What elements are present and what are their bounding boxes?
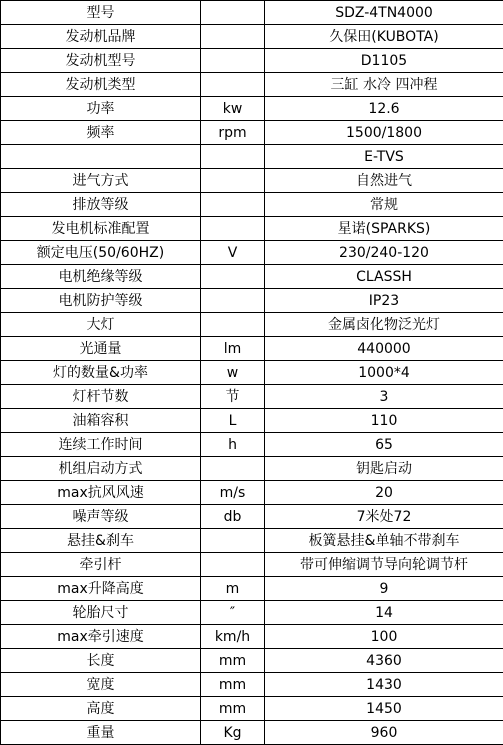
spec-value-cell: 440000 — [265, 337, 503, 361]
spec-unit-cell — [201, 193, 265, 217]
spec-label-cell: 功率 — [1, 97, 201, 121]
spec-label-cell: 机组启动方式 — [1, 457, 201, 481]
spec-unit-cell: rpm — [201, 121, 265, 145]
spec-unit-cell: w — [201, 361, 265, 385]
spec-label-cell: 大灯 — [1, 313, 201, 337]
spec-unit-cell: mm — [201, 649, 265, 673]
table-row — [1, 169, 503, 193]
table-row — [1, 241, 503, 265]
spec-value-cell: SDZ-4TN4000 — [265, 1, 503, 25]
spec-unit-cell — [201, 553, 265, 577]
spec-value-cell: 1450 — [265, 697, 503, 721]
spec-unit-cell: mm — [201, 697, 265, 721]
spec-value-cell: 14 — [265, 601, 503, 625]
spec-value-cell: 金属卤化物泛光灯 — [265, 313, 503, 337]
spec-unit-cell: lm — [201, 337, 265, 361]
table-row — [1, 217, 503, 241]
spec-unit-cell — [201, 217, 265, 241]
table-row — [1, 49, 503, 73]
spec-unit-cell: L — [201, 409, 265, 433]
spec-value-cell: 960 — [265, 721, 503, 745]
spec-value-cell: CLASSH — [265, 265, 503, 289]
table-row — [1, 553, 503, 577]
spec-value-cell: E-TVS — [265, 145, 503, 169]
spec-unit-cell — [201, 289, 265, 313]
spec-value-cell: 带可伸缩调节导向轮调节杆 — [265, 553, 503, 577]
spec-value-cell: 钥匙启动 — [265, 457, 503, 481]
table-row — [1, 649, 503, 673]
spec-value-cell: 自然进气 — [265, 169, 503, 193]
table-row — [1, 409, 503, 433]
spec-value-cell: 100 — [265, 625, 503, 649]
spec-label-cell: max抗风风速 — [1, 481, 201, 505]
spec-unit-cell — [201, 49, 265, 73]
spec-value-cell: 板簧悬挂&单轴不带刹车 — [265, 529, 503, 553]
spec-label-cell: 重量 — [1, 721, 201, 745]
spec-label-cell: 高度 — [1, 697, 201, 721]
spec-unit-cell — [201, 265, 265, 289]
table-row — [1, 313, 503, 337]
spec-unit-cell: h — [201, 433, 265, 457]
table-row — [1, 1, 503, 25]
spec-value-cell: 9 — [265, 577, 503, 601]
spec-value-cell: D1105 — [265, 49, 503, 73]
spec-unit-cell — [201, 73, 265, 97]
spec-unit-cell — [201, 25, 265, 49]
table-row — [1, 577, 503, 601]
table-row — [1, 361, 503, 385]
table-row — [1, 73, 503, 97]
spec-label-cell: 额定电压(50/60HZ) — [1, 241, 201, 265]
spec-unit-cell: m — [201, 577, 265, 601]
spec-label-cell: 连续工作时间 — [1, 433, 201, 457]
table-row — [1, 289, 503, 313]
spec-value-cell: 1500/1800 — [265, 121, 503, 145]
spec-label-cell: 发电机标准配置 — [1, 217, 201, 241]
table-row — [1, 505, 503, 529]
spec-value-cell: 久保田(KUBOTA) — [265, 25, 503, 49]
table-row — [1, 457, 503, 481]
spec-label-cell: 频率 — [1, 121, 201, 145]
spec-label-cell: 发动机品牌 — [1, 25, 201, 49]
spec-unit-cell: km/h — [201, 625, 265, 649]
spec-label-cell — [1, 145, 201, 169]
spec-label-cell: 灯的数量&功率 — [1, 361, 201, 385]
spec-label-cell: 长度 — [1, 649, 201, 673]
table-row — [1, 529, 503, 553]
spec-unit-cell — [201, 145, 265, 169]
spec-value-cell: 1430 — [265, 673, 503, 697]
spec-value-cell: 4360 — [265, 649, 503, 673]
spec-label-cell: 灯杆节数 — [1, 385, 201, 409]
spec-unit-cell: Kg — [201, 721, 265, 745]
spec-unit-cell: db — [201, 505, 265, 529]
spec-value-cell: 230/240-120 — [265, 241, 503, 265]
spec-unit-cell — [201, 169, 265, 193]
spec-label-cell: 悬挂&刹车 — [1, 529, 201, 553]
table-row — [1, 385, 503, 409]
table-row — [1, 145, 503, 169]
spec-label-cell: 排放等级 — [1, 193, 201, 217]
spec-table-body — [1, 1, 503, 745]
table-row — [1, 481, 503, 505]
table-row — [1, 25, 503, 49]
spec-value-cell: 12.6 — [265, 97, 503, 121]
spec-value-cell: 20 — [265, 481, 503, 505]
table-row — [1, 601, 503, 625]
spec-label-cell: max升降高度 — [1, 577, 201, 601]
spec-unit-cell — [201, 313, 265, 337]
table-row — [1, 697, 503, 721]
table-row — [1, 673, 503, 697]
spec-unit-cell: kw — [201, 97, 265, 121]
spec-label-cell: 发动机型号 — [1, 49, 201, 73]
spec-unit-cell: ″ — [201, 601, 265, 625]
table-row — [1, 433, 503, 457]
spec-label-cell: 电机防护等级 — [1, 289, 201, 313]
spec-label-cell: 发动机类型 — [1, 73, 201, 97]
table-row — [1, 97, 503, 121]
spec-unit-cell: V — [201, 241, 265, 265]
spec-label-cell: 进气方式 — [1, 169, 201, 193]
spec-label-cell: 油箱容积 — [1, 409, 201, 433]
spec-value-cell: IP23 — [265, 289, 503, 313]
spec-unit-cell — [201, 1, 265, 25]
table-row — [1, 721, 503, 745]
spec-label-cell: 宽度 — [1, 673, 201, 697]
table-row — [1, 625, 503, 649]
spec-unit-cell — [201, 529, 265, 553]
spec-value-cell: 7米处72 — [265, 505, 503, 529]
spec-value-cell: 1000*4 — [265, 361, 503, 385]
spec-unit-cell: mm — [201, 673, 265, 697]
spec-label-cell: 轮胎尺寸 — [1, 601, 201, 625]
table-row — [1, 265, 503, 289]
spec-value-cell: 110 — [265, 409, 503, 433]
spec-value-cell: 65 — [265, 433, 503, 457]
table-row — [1, 337, 503, 361]
spec-unit-cell — [201, 457, 265, 481]
spec-label-cell: 型号 — [1, 1, 201, 25]
spec-label-cell: 光通量 — [1, 337, 201, 361]
spec-label-cell: 牵引杆 — [1, 553, 201, 577]
spec-label-cell: 电机绝缘等级 — [1, 265, 201, 289]
spec-unit-cell: 节 — [201, 385, 265, 409]
spec-label-cell: 噪声等级 — [1, 505, 201, 529]
spec-value-cell: 星诺(SPARKS) — [265, 217, 503, 241]
spec-value-cell: 3 — [265, 385, 503, 409]
table-row — [1, 193, 503, 217]
table-row — [1, 121, 503, 145]
spec-value-cell: 三缸 水冷 四冲程 — [265, 73, 503, 97]
spec-label-cell: max牵引速度 — [1, 625, 201, 649]
spec-unit-cell: m/s — [201, 481, 265, 505]
spec-value-cell: 常规 — [265, 193, 503, 217]
